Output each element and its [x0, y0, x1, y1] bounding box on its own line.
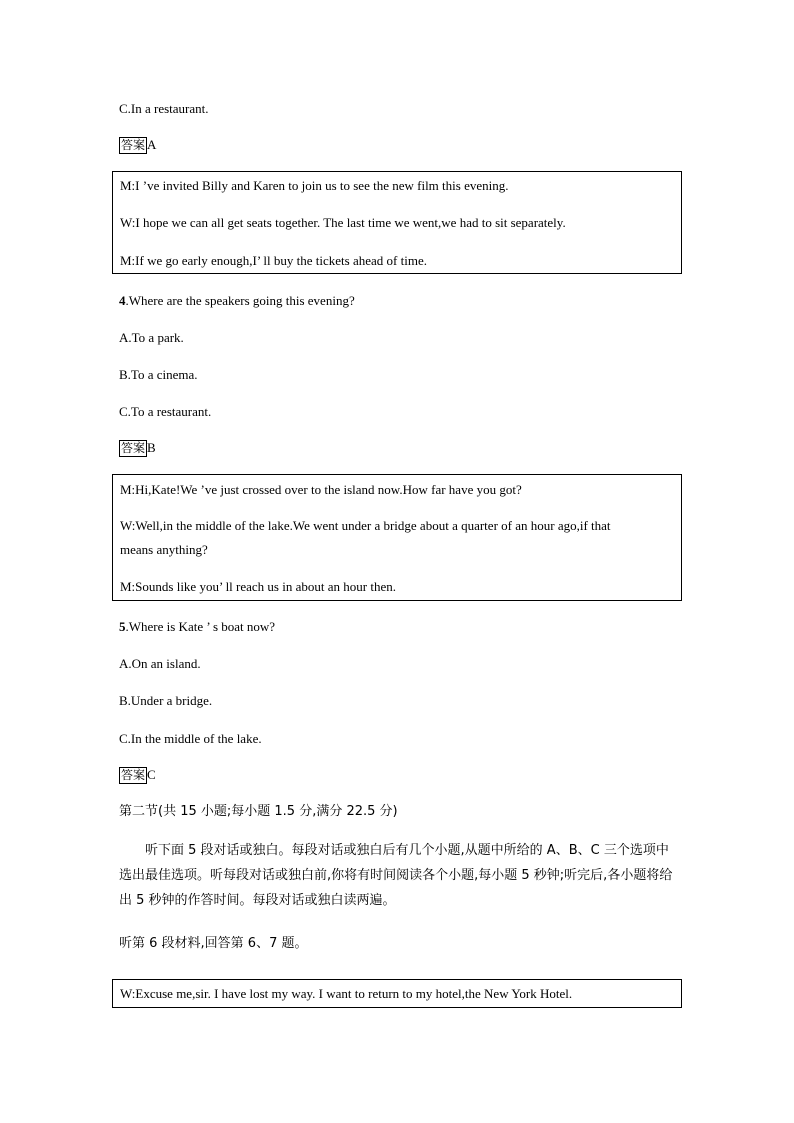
section-heading: 第二节(共 15 小题;每小题 1.5 分,满分 22.5 分): [119, 804, 398, 819]
q4-option-b: B.To a cinema.: [119, 367, 198, 382]
transcript-line: W:Excuse me,sir. I have lost my way. I want to return to my hotel,the New York Hotel.: [120, 986, 573, 1001]
transcript-line: W:I hope we can all get seats together. The last time we went,we had to sit separately.: [120, 215, 566, 230]
answer-tag: 答案: [121, 138, 146, 152]
q4-answer: [119, 440, 156, 457]
transcript-line: means anything?: [120, 542, 208, 557]
transcript-box-1: [112, 171, 682, 274]
question-number: 5: [119, 619, 126, 634]
q5-option-b: B.Under a bridge.: [119, 693, 213, 708]
answer-tag: 答案: [121, 768, 146, 782]
answer-value: B: [147, 440, 156, 455]
q5-answer: [119, 767, 156, 784]
transcript-box-2: [112, 474, 682, 601]
transcript-line: M:Sounds like you’ ll reach us in about an hour then.: [120, 579, 396, 594]
q3-answer: [119, 137, 156, 154]
q5-option-a: A.On an island.: [119, 656, 201, 671]
transcript-line: M:Hi,Kate!We ’ve just crossed over to the island now.How far have you got?: [120, 482, 522, 497]
q4-option-a: A.To a park.: [119, 330, 184, 345]
q5-option-c: C.In the middle of the lake.: [119, 731, 262, 746]
question-text: .Where is Kate ’ s boat now?: [125, 619, 276, 634]
transcript-line: M:I ’ve invited Billy and Karen to join us to see the new film this evening.: [120, 178, 509, 193]
answer-value: A: [147, 137, 157, 152]
transcript-box-3: [112, 979, 682, 1008]
q4-option-c: C.To a restaurant.: [119, 404, 212, 419]
q5-question: [119, 619, 275, 635]
q3-option-c: C.In a restaurant.: [119, 101, 209, 116]
transcript-line: W:Well,in the middle of the lake.We went under a bridge about a quarter of an hour ago,if that: [120, 518, 611, 533]
transcript-line: M:If we go early enough,I’ ll buy the tickets ahead of time.: [120, 253, 427, 268]
sub-heading: 听第 6 段材料,回答第 6、7 题。: [119, 936, 308, 951]
answer-tag: 答案: [121, 441, 146, 455]
answer-value: C: [147, 767, 156, 782]
question-text: .Where are the speakers going this evening?: [125, 293, 355, 308]
question-number: 4: [119, 293, 126, 308]
section-instructions: 听下面 5 段对话或独白。每段对话或独白后有几个小题,从题中所给的 A、B、C 三个选项中选出最佳选项。听每段对话或独白前,你将有时间阅读各个小题,每小题 5 秒钟;听完后,各小题将给出 5 秒钟的作答时间。每段对话或独白读两遍。: [119, 843, 673, 908]
q4-question: [119, 293, 355, 309]
